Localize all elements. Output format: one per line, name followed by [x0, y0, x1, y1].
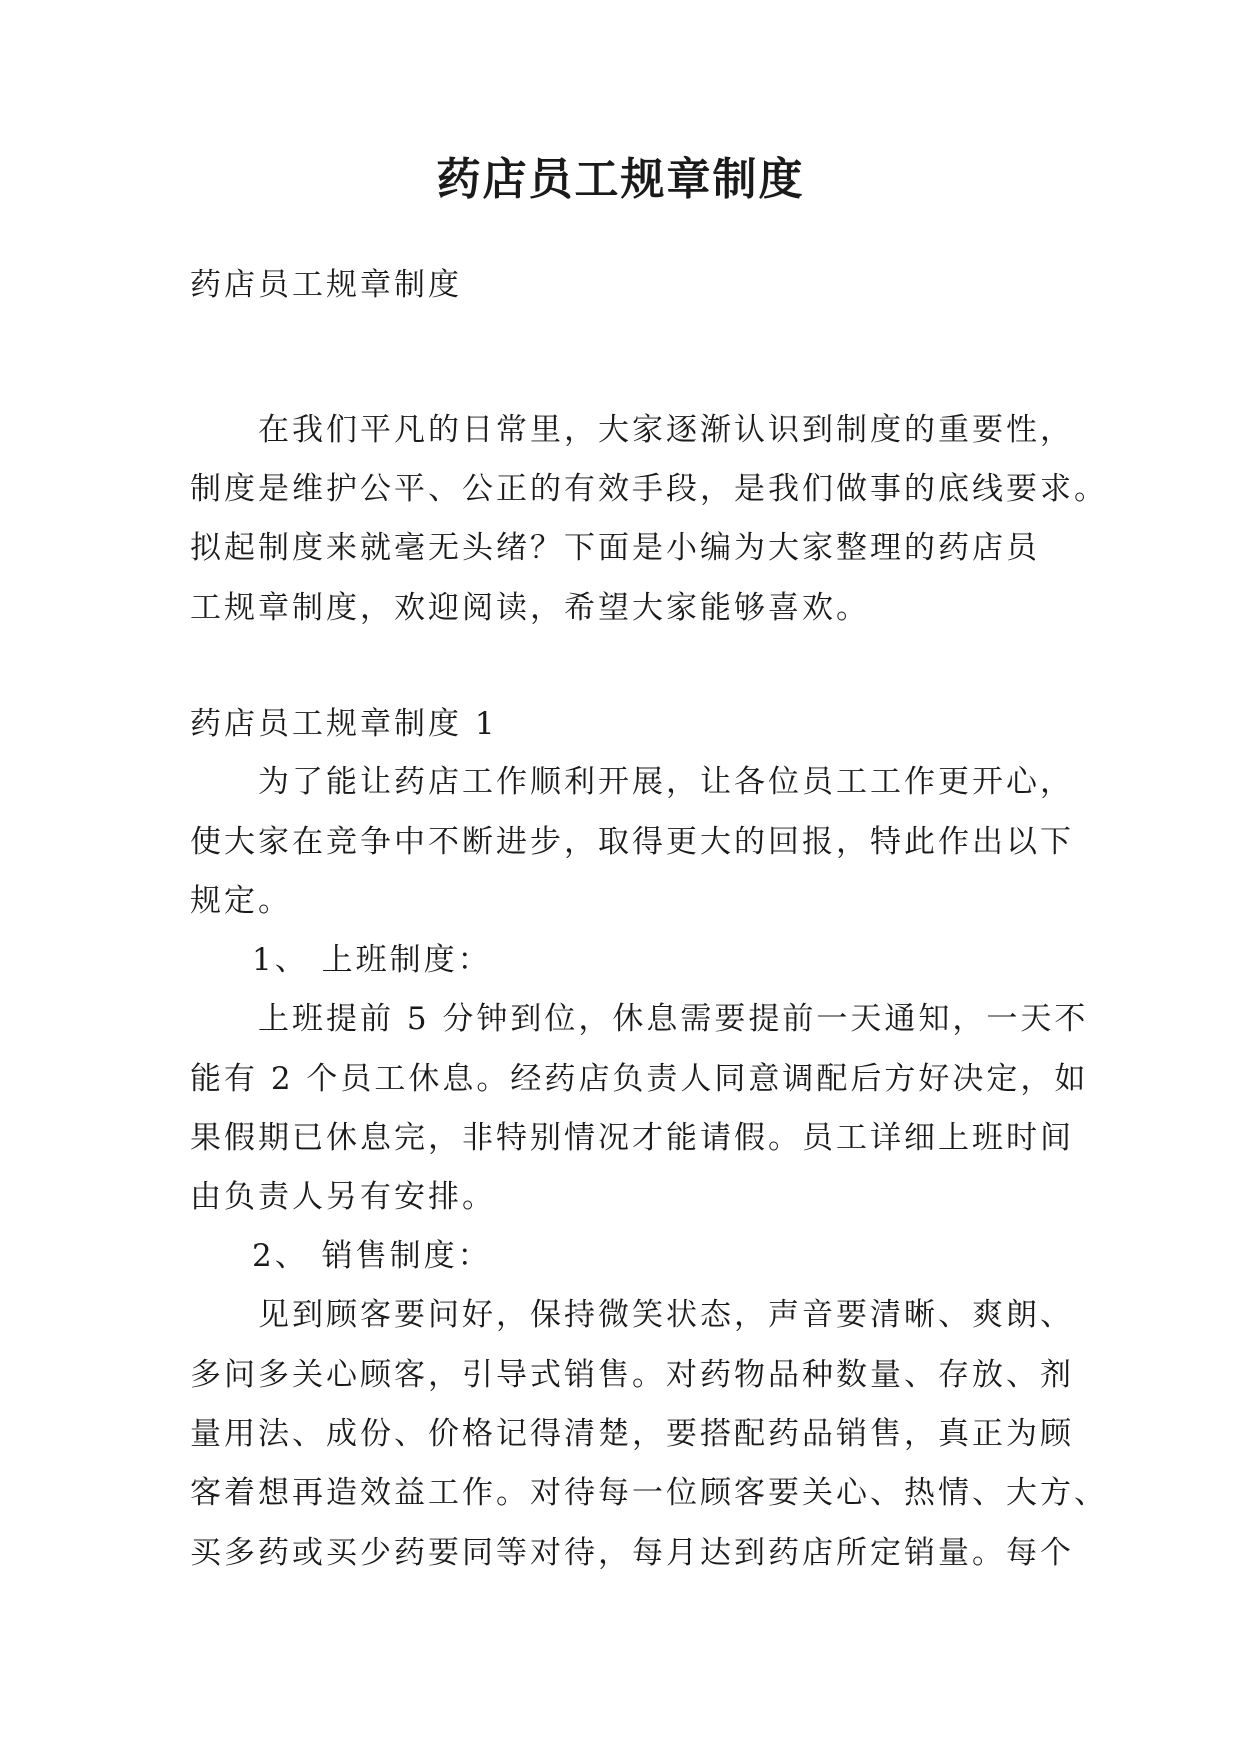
item-2-line-2: 多问多关心顾客，引导式销售。对药物品种数量、存放、剂 — [190, 1357, 1074, 1393]
item-1-line-4: 由负责人另有安排。 — [190, 1179, 496, 1215]
section-1-heading: 药店员工规章制度 1 — [190, 706, 498, 742]
intro-line-2: 制度是维护公平、公正的有效手段，是我们做事的底线要求。 — [190, 471, 1108, 507]
intro-line-1: 在我们平凡的日常里，大家逐渐认识到制度的重要性， — [258, 412, 1074, 448]
intro-line-3: 拟起制度来就毫无头绪？下面是小编为大家整理的药店员 — [190, 530, 1040, 566]
item-2-heading: 2、 销售制度： — [252, 1238, 492, 1274]
item-1-line-3: 果假期已休息完，非特别情况才能请假。员工详细上班时间 — [190, 1120, 1074, 1156]
item-2-line-3: 量用法、成份、价格记得清楚，要搭配药品销售，真正为顾 — [190, 1416, 1074, 1452]
item-2-line-1: 见到顾客要问好，保持微笑状态，声音要清晰、爽朗、 — [258, 1297, 1074, 1333]
section-1-line-1: 为了能让药店工作顺利开展，让各位员工工作更开心， — [258, 764, 1074, 800]
document-subtitle: 药店员工规章制度 — [190, 267, 462, 303]
item-2-line-4: 客着想再造效益工作。对待每一位顾客要关心、热情、大方、 — [190, 1475, 1108, 1511]
document-title: 药店员工规章制度 — [436, 154, 805, 205]
item-1-heading: 1、 上班制度： — [252, 942, 492, 978]
item-1-line-1: 上班提前 5 分钟到位，休息需要提前一天通知，一天不 — [258, 1001, 1089, 1037]
section-1-line-3: 规定。 — [190, 883, 292, 919]
intro-line-4: 工规章制度，欢迎阅读，希望大家能够喜欢。 — [190, 590, 870, 626]
section-1-line-2: 使大家在竞争中不断进步，取得更大的回报，特此作出以下 — [190, 824, 1074, 860]
item-1-line-2: 能有 2 个员工休息。经药店负责人同意调配后方好决定，如 — [190, 1061, 1089, 1097]
item-2-line-5: 买多药或买少药要同等对待，每月达到药店所定销量。每个 — [190, 1535, 1074, 1571]
